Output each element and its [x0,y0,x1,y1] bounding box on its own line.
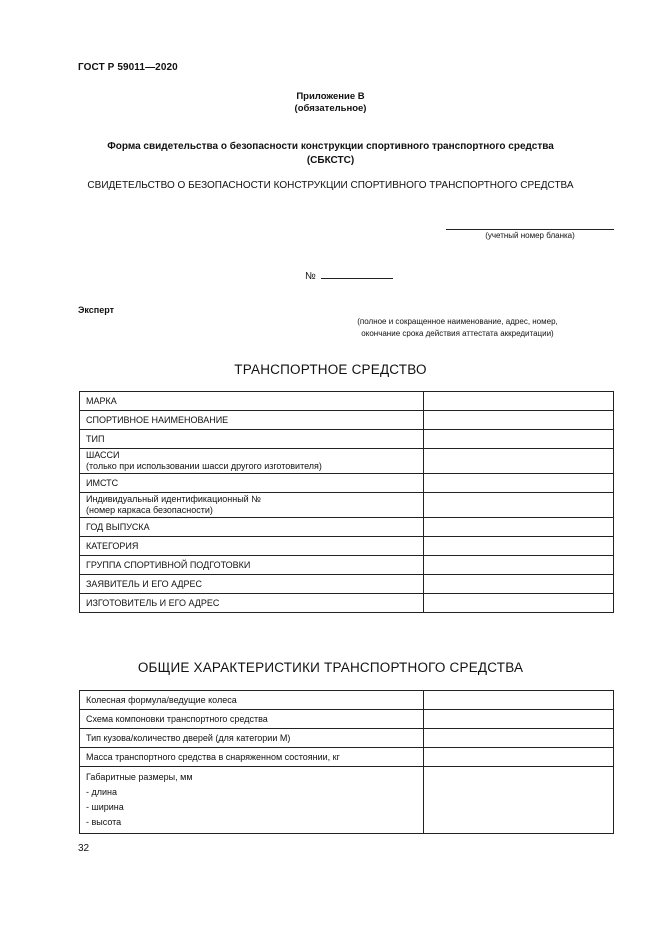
certificate-number [305,269,393,282]
row-value[interactable] [424,556,614,575]
row-value[interactable] [424,537,614,556]
row-label: МАРКА [80,392,424,411]
row-label: Тип кузова/количество дверей (для категории М) [80,729,424,748]
expert-caption-line-2: окончание срока действия аттестата аккредитации) [361,329,554,338]
certificate-title: СВИДЕТЕЛЬСТВО О БЕЗОПАСНОСТИ КОНСТРУКЦИИ СПОРТИВНОГО ТРАНСПОРТНОГО СРЕДСТВА [87,180,574,191]
vehicle-table [79,391,614,613]
table-row [80,449,614,474]
dimension-height: - высота [86,817,122,827]
row-value[interactable] [424,575,614,594]
table-row [80,430,614,449]
row-label: ИМСТС [80,474,424,493]
table-row [80,767,614,834]
row-value[interactable] [424,594,614,613]
row-value[interactable] [424,729,614,748]
row-value[interactable] [424,493,614,518]
characteristics-table [79,690,614,834]
appendix-note: (обязательное) [294,103,367,114]
vehicle-section-title: ТРАНСПОРТНОЕ СРЕДСТВО [234,362,427,377]
table-row [80,594,614,613]
row-label: Схема компоновки транспортного средства [80,710,424,729]
expert-label: Эксперт [78,305,115,315]
table-row [80,729,614,748]
row-label: КАТЕГОРИЯ [80,537,424,556]
blank-number-caption: (учетный номер бланка) [485,231,575,240]
row-value[interactable] [424,430,614,449]
table-row [80,493,614,518]
row-value[interactable] [424,691,614,710]
row-value[interactable] [424,748,614,767]
row-label: ТИП [80,430,424,449]
table-row [80,691,614,710]
form-title-abbreviation: (СБКСТС) [306,155,355,166]
form-title: Форма свидетельства о безопасности конструкции спортивного транспортного средства [107,141,554,152]
row-label: ИЗГОТОВИТЕЛЬ И ЕГО АДРЕС [80,594,424,613]
row-label-main: ШАССИ [86,450,120,460]
dimensions-value[interactable] [424,767,614,834]
characteristics-section-title: ОБЩИЕ ХАРАКТЕРИСТИКИ ТРАНСПОРТНОГО СРЕДСТВА [137,660,524,675]
dimensions-title: Габаритные размеры, мм [86,772,193,782]
number-label: № [305,271,316,282]
expert-caption-line-1: (полное и сокращенное наименование, адрес, номер, [357,317,558,326]
expert-caption [330,316,585,340]
row-label: ГРУППА СПОРТИВНОЙ ПОДГОТОВКИ [80,556,424,575]
row-value[interactable] [424,518,614,537]
appendix-title: Приложение В [296,91,365,102]
row-label: ГОД ВЫПУСКА [80,518,424,537]
row-label [80,449,424,474]
row-label: ЗАЯВИТЕЛЬ И ЕГО АДРЕС [80,575,424,594]
row-label: Масса транспортного средства в снаряженном состоянии, кг [80,748,424,767]
dimension-width: - ширина [86,802,124,812]
row-value[interactable] [424,392,614,411]
row-label-note: (номер каркаса безопасности) [86,505,213,515]
row-value[interactable] [424,411,614,430]
table-row [80,710,614,729]
row-label-main: Индивидуальный идентификационный № [86,494,261,504]
row-value[interactable] [424,474,614,493]
row-value[interactable] [424,449,614,474]
row-label: Колесная формула/ведущие колеса [80,691,424,710]
table-row [80,411,614,430]
table-row [80,575,614,594]
dimensions-label [80,767,424,834]
row-value[interactable] [424,710,614,729]
table-row [80,518,614,537]
table-row [80,556,614,575]
number-field[interactable] [321,269,393,279]
table-row [80,474,614,493]
page-number: 32 [78,843,90,854]
row-label-note: (только при использовании шасси другого изготовителя) [86,461,322,471]
standard-number: ГОСТ Р 59011—2020 [78,62,178,73]
table-row [80,392,614,411]
row-label [80,493,424,518]
row-label: СПОРТИВНОЕ НАИМЕНОВАНИЕ [80,411,424,430]
table-row [80,748,614,767]
dimension-length: - длина [86,787,118,797]
blank-number-line[interactable] [446,229,614,230]
table-row [80,537,614,556]
